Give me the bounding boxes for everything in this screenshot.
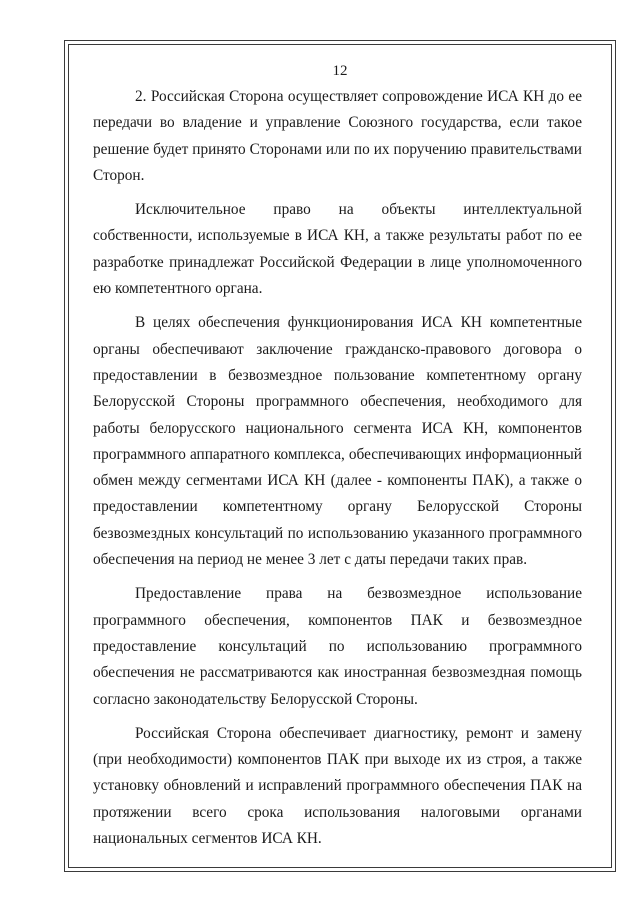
document-body (93, 84, 582, 852)
paragraph-1: 2. Российская Сторона осуществляет сопровождение ИСА КН до ее передачи во владение и управление Союзного государства, если такое решение будет принято Сторонами или по их поручению правительствами Сторон. (93, 88, 582, 184)
paragraph-2: Исключительное право на объекты интеллектуальной собственности, используемые в ИСА КН, а также результаты работ по ее разработке принадлежат Российской Федерации в лице уполномоченного ею компетентного органа. (93, 201, 582, 298)
paragraph-3: В целях обеспечения функционирования ИСА КН компетентные органы обеспечивают заключение гражданско-правового договора о предоставлении в безвозмездное пользование компетентному органу Белорусской Стороны программного обеспечения, необходимого для работы белорусского национального сегмента ИСА КН, компонентов программного аппаратного комплекса, обеспечивающих информационный обмен между сегментами ИСА КН (далее - компоненты ПАК), а также о предоставлении компетентному органу Белорусской Стороны безвозмездных консультаций по использованию указанного программного обеспечения на период не менее 3 лет с даты передачи таких прав. (93, 314, 582, 569)
paragraph-5: Российская Сторона обеспечивает диагностику, ремонт и замену (при необходимости) компонентов ПАК при выходе их из строя, а также установку обновлений и исправлений программного обеспечения ПАК на протяжении всего срока использования налоговыми органами национальных сегментов ИСА КН. (93, 724, 582, 848)
page-number: 12 (332, 63, 348, 79)
paragraph-4: Предоставление права на безвозмездное использование программного обеспечения, компонентов ПАК и безвозмездное предоставление консультаций по использованию программного обеспечения не рассматриваются как иностранная безвозмездная помощь согласно законодательству Белорусской Стороны. (93, 585, 582, 708)
